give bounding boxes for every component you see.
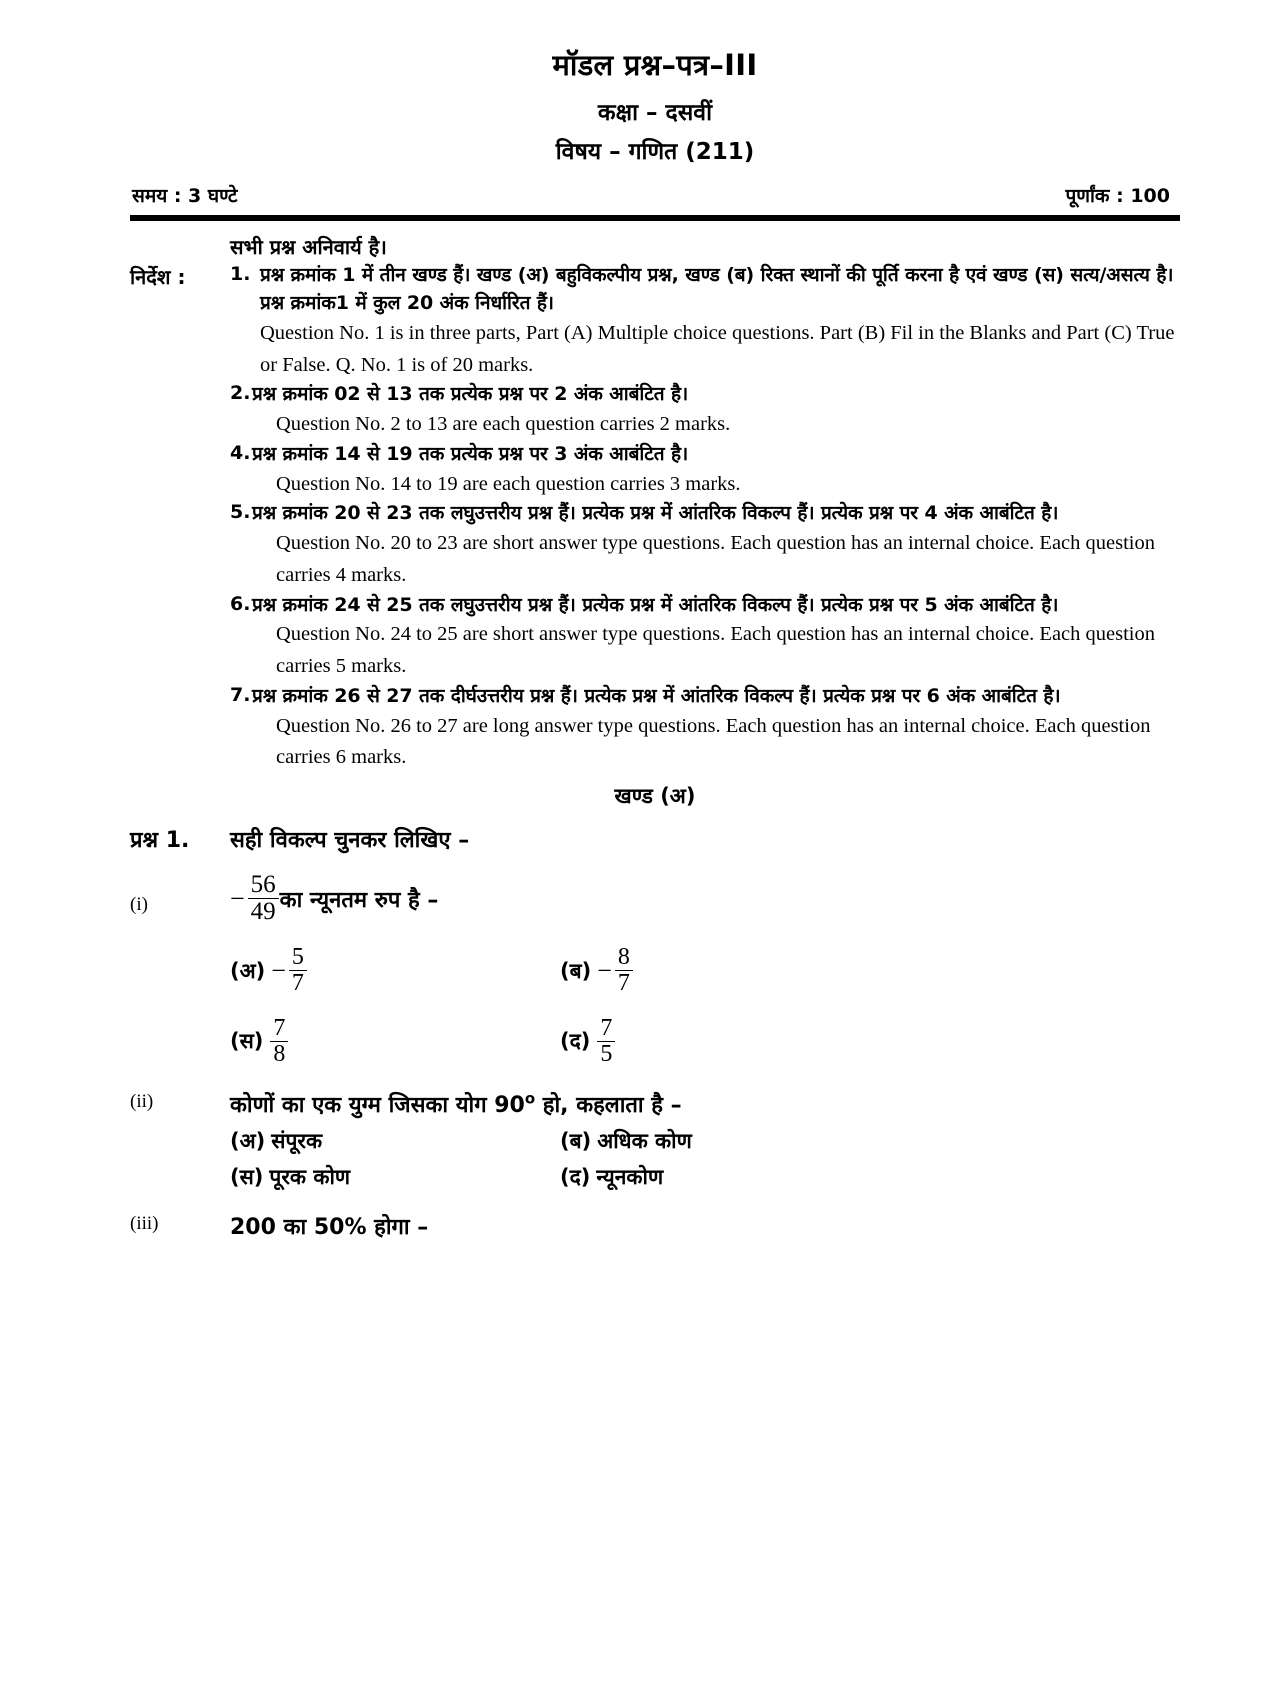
instruction-body	[252, 683, 1180, 774]
page-header	[130, 48, 1180, 166]
fraction-56-49	[248, 872, 279, 925]
option-text: न्यूनकोण	[596, 1164, 664, 1189]
fraction-denominator: 7	[289, 970, 307, 996]
fraction-numerator: 56	[250, 871, 276, 899]
option-b[interactable]	[560, 1127, 890, 1155]
option-b[interactable]	[560, 945, 890, 996]
instruction-english: Question No. 24 to 25 are short answer type questions. Each question has an internal choice. Each question carries 5 marks.	[276, 623, 1155, 678]
sub-question-stem: 200 का 50% होगा –	[230, 1214, 429, 1240]
instruction-english: Question No. 2 to 13 are each question carries 2 marks.	[276, 413, 731, 436]
sub-question-stem	[230, 872, 1180, 925]
instruction-hindi: प्रश्न क्रमांक 26 से 27 तक दीर्घउत्तरीय प्रश्न हैं। प्रत्येक प्रश्न में आंतरिक विकल्प हैं। प्रत्येक प्रश्न पर 6 अंक आबंटित है।	[252, 684, 1061, 707]
stem-suffix: हो, कहलाता है –	[535, 1092, 682, 1118]
instruction-number: 4.	[230, 441, 251, 464]
instruction-body	[260, 262, 1180, 381]
question-1-header	[130, 824, 1180, 854]
sub-question-iii	[130, 1211, 1180, 1241]
option-a[interactable]	[230, 945, 560, 996]
option-key: (स)	[230, 1029, 264, 1054]
sub-question-i	[130, 872, 1180, 1067]
instruction-english: Question No. 20 to 23 are short answer type questions. Each question has an internal choice. Each question carries 4 marks.	[276, 532, 1155, 586]
stem-prefix: कोणों का एक युग्म जिसका योग 90	[230, 1092, 525, 1118]
option-key: (अ)	[230, 1128, 266, 1153]
fraction-numerator: 5	[291, 944, 304, 971]
instruction-item	[230, 500, 1180, 591]
instruction-item	[230, 592, 1180, 683]
instruction-number: 6.	[230, 592, 251, 615]
minus-sign: −	[230, 883, 245, 913]
fraction-denominator: 5	[597, 1041, 615, 1067]
fraction-numerator: 7	[600, 1015, 613, 1041]
instruction-number: 2.	[230, 382, 251, 405]
option-text: संपूरक	[271, 1128, 323, 1153]
sub-question-roman: (iii)	[130, 1212, 159, 1234]
exam-paper-page	[0, 48, 1275, 1699]
instruction-body	[252, 500, 1180, 591]
instruction-body	[252, 441, 1180, 501]
instruction-english: Question No. 14 to 19 are each question carries 3 marks.	[276, 472, 741, 495]
instruction-item	[230, 683, 1180, 774]
header-divider	[130, 215, 1180, 221]
time-label: समय : 3 घण्टे	[132, 185, 238, 208]
options-row-2	[230, 1163, 1180, 1191]
instruction-number: 1.	[230, 263, 251, 286]
sub-question-ii	[130, 1089, 1180, 1191]
class-line: कक्षा – दसवीं	[597, 99, 713, 126]
sub-question-stem	[230, 1089, 1180, 1119]
option-c[interactable]	[230, 1163, 560, 1191]
option-d[interactable]	[560, 1163, 890, 1191]
option-key: (ब)	[560, 958, 592, 983]
fraction-numerator: 7	[273, 1015, 286, 1041]
fraction-denominator: 49	[248, 898, 279, 925]
options-row-1	[230, 1127, 1180, 1155]
option-fraction	[270, 1016, 288, 1067]
sub-question-body	[230, 1211, 1180, 1241]
instructions-list	[230, 262, 1180, 774]
instruction-item	[230, 381, 1180, 441]
time-marks-row	[130, 182, 1180, 208]
instruction-number: 5.	[230, 501, 251, 524]
instruction-hindi: प्रश्न क्रमांक 24 से 25 तक लघुउत्तरीय प्रश्न हैं। प्रत्येक प्रश्न में आंतरिक विकल्प हैं। प्रत्येक प्रश्न पर 5 अंक आबंटित है।	[252, 593, 1059, 616]
option-key: (स)	[230, 1164, 264, 1189]
option-d[interactable]	[560, 1016, 890, 1067]
instruction-hindi: प्रश्न क्रमांक 20 से 23 तक लघुउत्तरीय प्रश्न हैं। प्रत्येक प्रश्न में आंतरिक विकल्प हैं। प्रत्येक प्रश्न पर 4 अंक आबंटित है।	[252, 502, 1059, 525]
option-fraction	[289, 945, 307, 996]
all-questions-compulsory-note: सभी प्रश्न अनिवार्य है।	[230, 235, 387, 260]
sub-question-roman: (i)	[130, 894, 148, 916]
option-minus-sign: −	[597, 955, 612, 985]
fraction-denominator: 8	[270, 1041, 288, 1067]
options-row-1	[230, 945, 1180, 996]
fraction-numerator: 8	[617, 944, 630, 971]
sub-question-body	[230, 1089, 1180, 1191]
instructions-label: निर्देश :	[130, 265, 186, 290]
option-key: (ब)	[560, 1128, 592, 1153]
instruction-hindi: प्रश्न क्रमांक 14 से 19 तक प्रत्येक प्रश्न पर 3 अंक आबंटित है।	[252, 442, 689, 465]
option-key: (अ)	[230, 958, 266, 983]
section-heading: खण्ड (अ)	[614, 784, 696, 809]
question-1-label: प्रश्न 1.	[130, 828, 190, 854]
options-row-2	[230, 1016, 1180, 1067]
degree-symbol: o	[524, 1089, 536, 1108]
option-minus-sign: −	[271, 955, 286, 985]
option-key: (द)	[560, 1164, 591, 1189]
instruction-hindi: प्रश्न क्रमांक 1 में तीन खण्ड हैं। खण्ड (अ) बहुविकल्पीय प्रश्न, खण्ड (ब) रिक्त स्थानों की पूर्ति करना है एवं खण्ड (स) सत्य/असत्य है। प्रश्न क्रमांक1 में कुल 20 अंक निर्धारित हैं।	[260, 264, 1174, 315]
option-a[interactable]	[230, 1127, 560, 1155]
instruction-number: 7.	[230, 683, 251, 706]
option-fraction	[615, 945, 633, 996]
option-c[interactable]	[230, 1016, 560, 1067]
total-marks-label: पूर्णांक : 100	[1065, 185, 1170, 208]
option-text: अधिक कोण	[597, 1128, 692, 1153]
instructions-block	[130, 262, 1180, 774]
subject-line: विषय – गणित (211)	[555, 138, 755, 165]
option-key: (द)	[560, 1029, 591, 1054]
sub-question-roman: (ii)	[130, 1090, 154, 1112]
instruction-item	[230, 441, 1180, 501]
page-title: मॉडल प्रश्न–पत्र–III	[552, 48, 758, 82]
question-1-text: सही विकल्प चुनकर लिखिए –	[230, 828, 470, 854]
instruction-body	[252, 381, 1180, 441]
instruction-english: Question No. 1 is in three parts, Part (A) Multiple choice questions. Part (B) Fil in the Blanks and Part (C) True or False. Q. No. 1 is of 20 marks.	[260, 321, 1175, 376]
instruction-english: Question No. 26 to 27 are long answer type questions. Each question has an internal choice. Each question carries 6 marks.	[276, 714, 1151, 769]
instruction-body	[252, 592, 1180, 683]
instruction-item	[230, 262, 1180, 381]
instruction-hindi: प्रश्न क्रमांक 02 से 13 तक प्रत्येक प्रश्न पर 2 अंक आबंटित है।	[252, 383, 689, 406]
fraction-denominator: 7	[615, 970, 633, 996]
option-fraction	[597, 1016, 615, 1067]
sub-question-stem-tail: का न्यूनतम रुप है –	[279, 887, 439, 913]
sub-question-body	[230, 872, 1180, 1067]
option-text: पूरक कोण	[269, 1164, 351, 1189]
